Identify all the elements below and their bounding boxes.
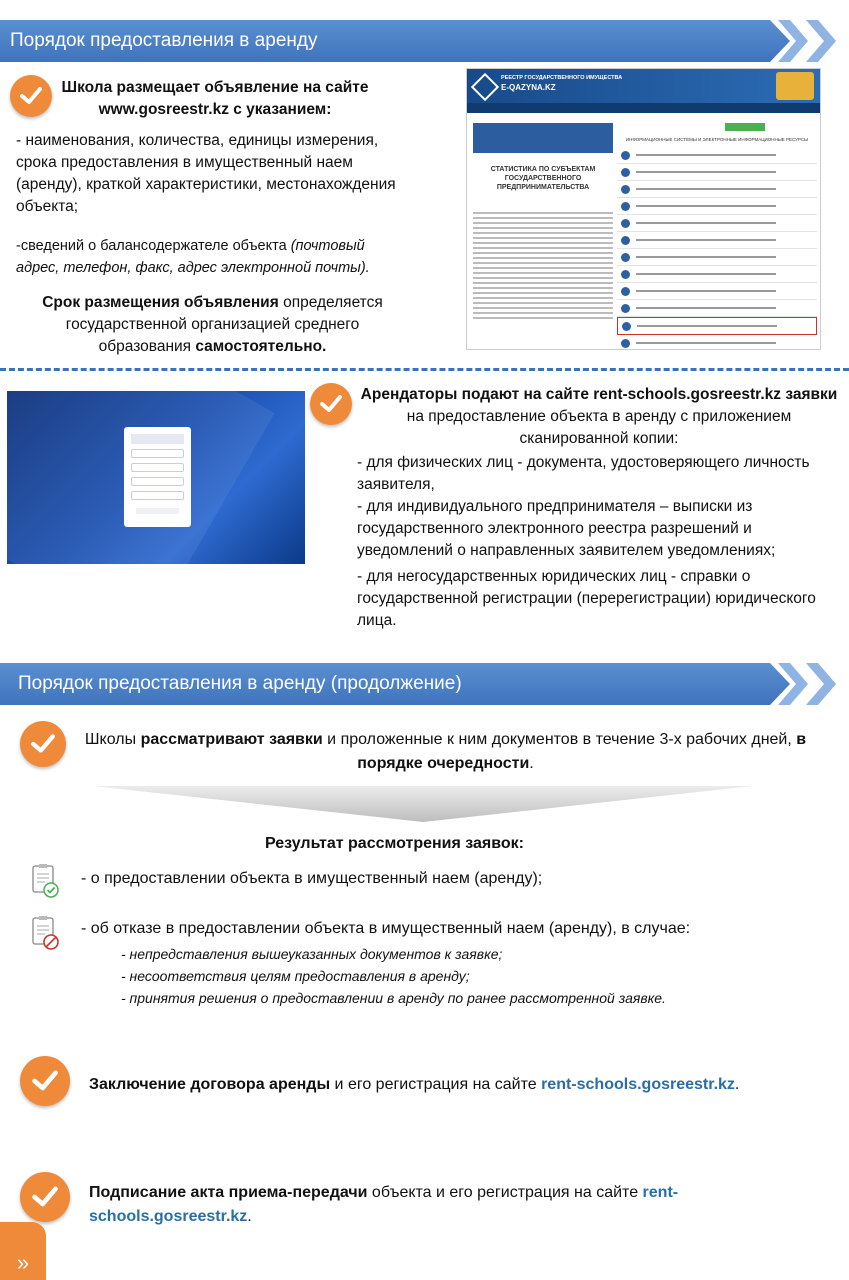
chevron-right-icon [806,663,836,705]
reason-item: - принятия решения о предоставлении в аренду по ранее рассмотренной заявке. [121,990,666,1006]
check-icon [10,75,52,117]
chevron-right-icon [806,20,836,62]
stats-title: СТАТИСТИКА ПО СУБЪЕКТАМ ГОСУДАРСТВЕННОГО ПРЕДПРИНИМАТЕЛЬСТВА [490,166,596,191]
step3-text: Школы рассматривают заявки и проложенные к ним документов в течение 3-х рабочих дней, в порядке очередности. [84,731,807,772]
step1-item-names: - наименования, количества, единицы измерения, срока предоставления в имущественный наем (аренду), краткой характеристики, местонахождения объекта; [16,132,396,215]
approved-document-icon [30,862,60,898]
banner-title: Порядок предоставления в аренду (продолжение) [18,673,462,694]
check-icon [20,1172,70,1222]
result-heading: Результат рассмотрения заявок: [265,835,524,852]
step1-item-holder: -сведений о балансодержателе объекта (почтовый адрес, телефон, факс, адрес электронной почты). [16,238,370,276]
step4-text: Заключение договора аренды и его регистрация на сайте rent-schools.gosreestr.kz. [89,1076,740,1093]
rejected-document-icon [30,914,60,950]
step1-term: Срок размещения объявления определяется государственной организацией среднего образования самостоятельно. [42,294,383,355]
section-divider [0,368,849,371]
check-icon [20,721,66,767]
step5-text: Подписание акта приема-передачи объекта и его регистрация на сайте rent-schools.gosreestr.kz. [89,1184,679,1225]
double-chevron-icon[interactable]: » [0,1222,46,1280]
brand-name: E-QAZYNA.KZ [501,83,556,92]
step2-heading: Арендаторы подают на сайте rent-schools.gosreestr.kz заявки на предоставление объекта в аренду с приложением сканированной копии: [360,386,838,447]
rent-schools-link[interactable]: rent-schools.gosreestr.kz [89,1184,679,1225]
banner-title: Порядок предоставления в аренду [10,30,318,51]
registry-title: РЕЕСТР ГОСУДАРСТВЕННОГО ИМУЩЕСТВА [501,75,623,81]
step2-item-individuals: - для физических лиц - документа, удостоверяющего личность заявителя, [357,454,810,493]
chevron-right-icon [778,663,808,705]
resources-title: ИНФОРМАЦИОННЫЕ СИСТЕМЫ И ЭЛЕКТРОННЫЕ ИНФОРМАЦИОННЫЕ РЕСУРСЫ [625,137,809,142]
section-banner [0,663,849,705]
result-negative: - об отказе в предоставлении объекта в имущественный наем (аренду), в случае: [81,920,691,937]
check-icon [20,1056,70,1106]
rent-schools-link[interactable]: rent-schools.gosreestr.kz [541,1076,735,1093]
section-banner [0,20,849,62]
step1-heading: Школа размещает объявление на сайте www.gosreestr.kz с указанием: [61,79,369,118]
check-icon [310,383,352,425]
result-positive: - о предоставлении объекта в имущественный наем (аренду); [81,870,543,887]
step2-item-legal: - для негосударственных юридических лиц - справки о государственной регистрации (перерегистрации) юридического лица. [357,568,816,629]
step2-item-entrepreneur: - для индивидуального предпринимателя – выписки из государственного электронного реестра разрешений и уведомлений о направленных заявителем уведомлениях; [357,498,776,559]
down-arrow-icon [93,786,753,822]
reason-item: - непредставления вышеуказанных документов к заявке; [121,946,503,962]
login-screenshot [7,391,305,564]
reason-item: - несоответствия целям предоставления в аренду; [121,968,470,984]
website-screenshot [466,68,821,350]
chevron-right-icon [778,20,808,62]
